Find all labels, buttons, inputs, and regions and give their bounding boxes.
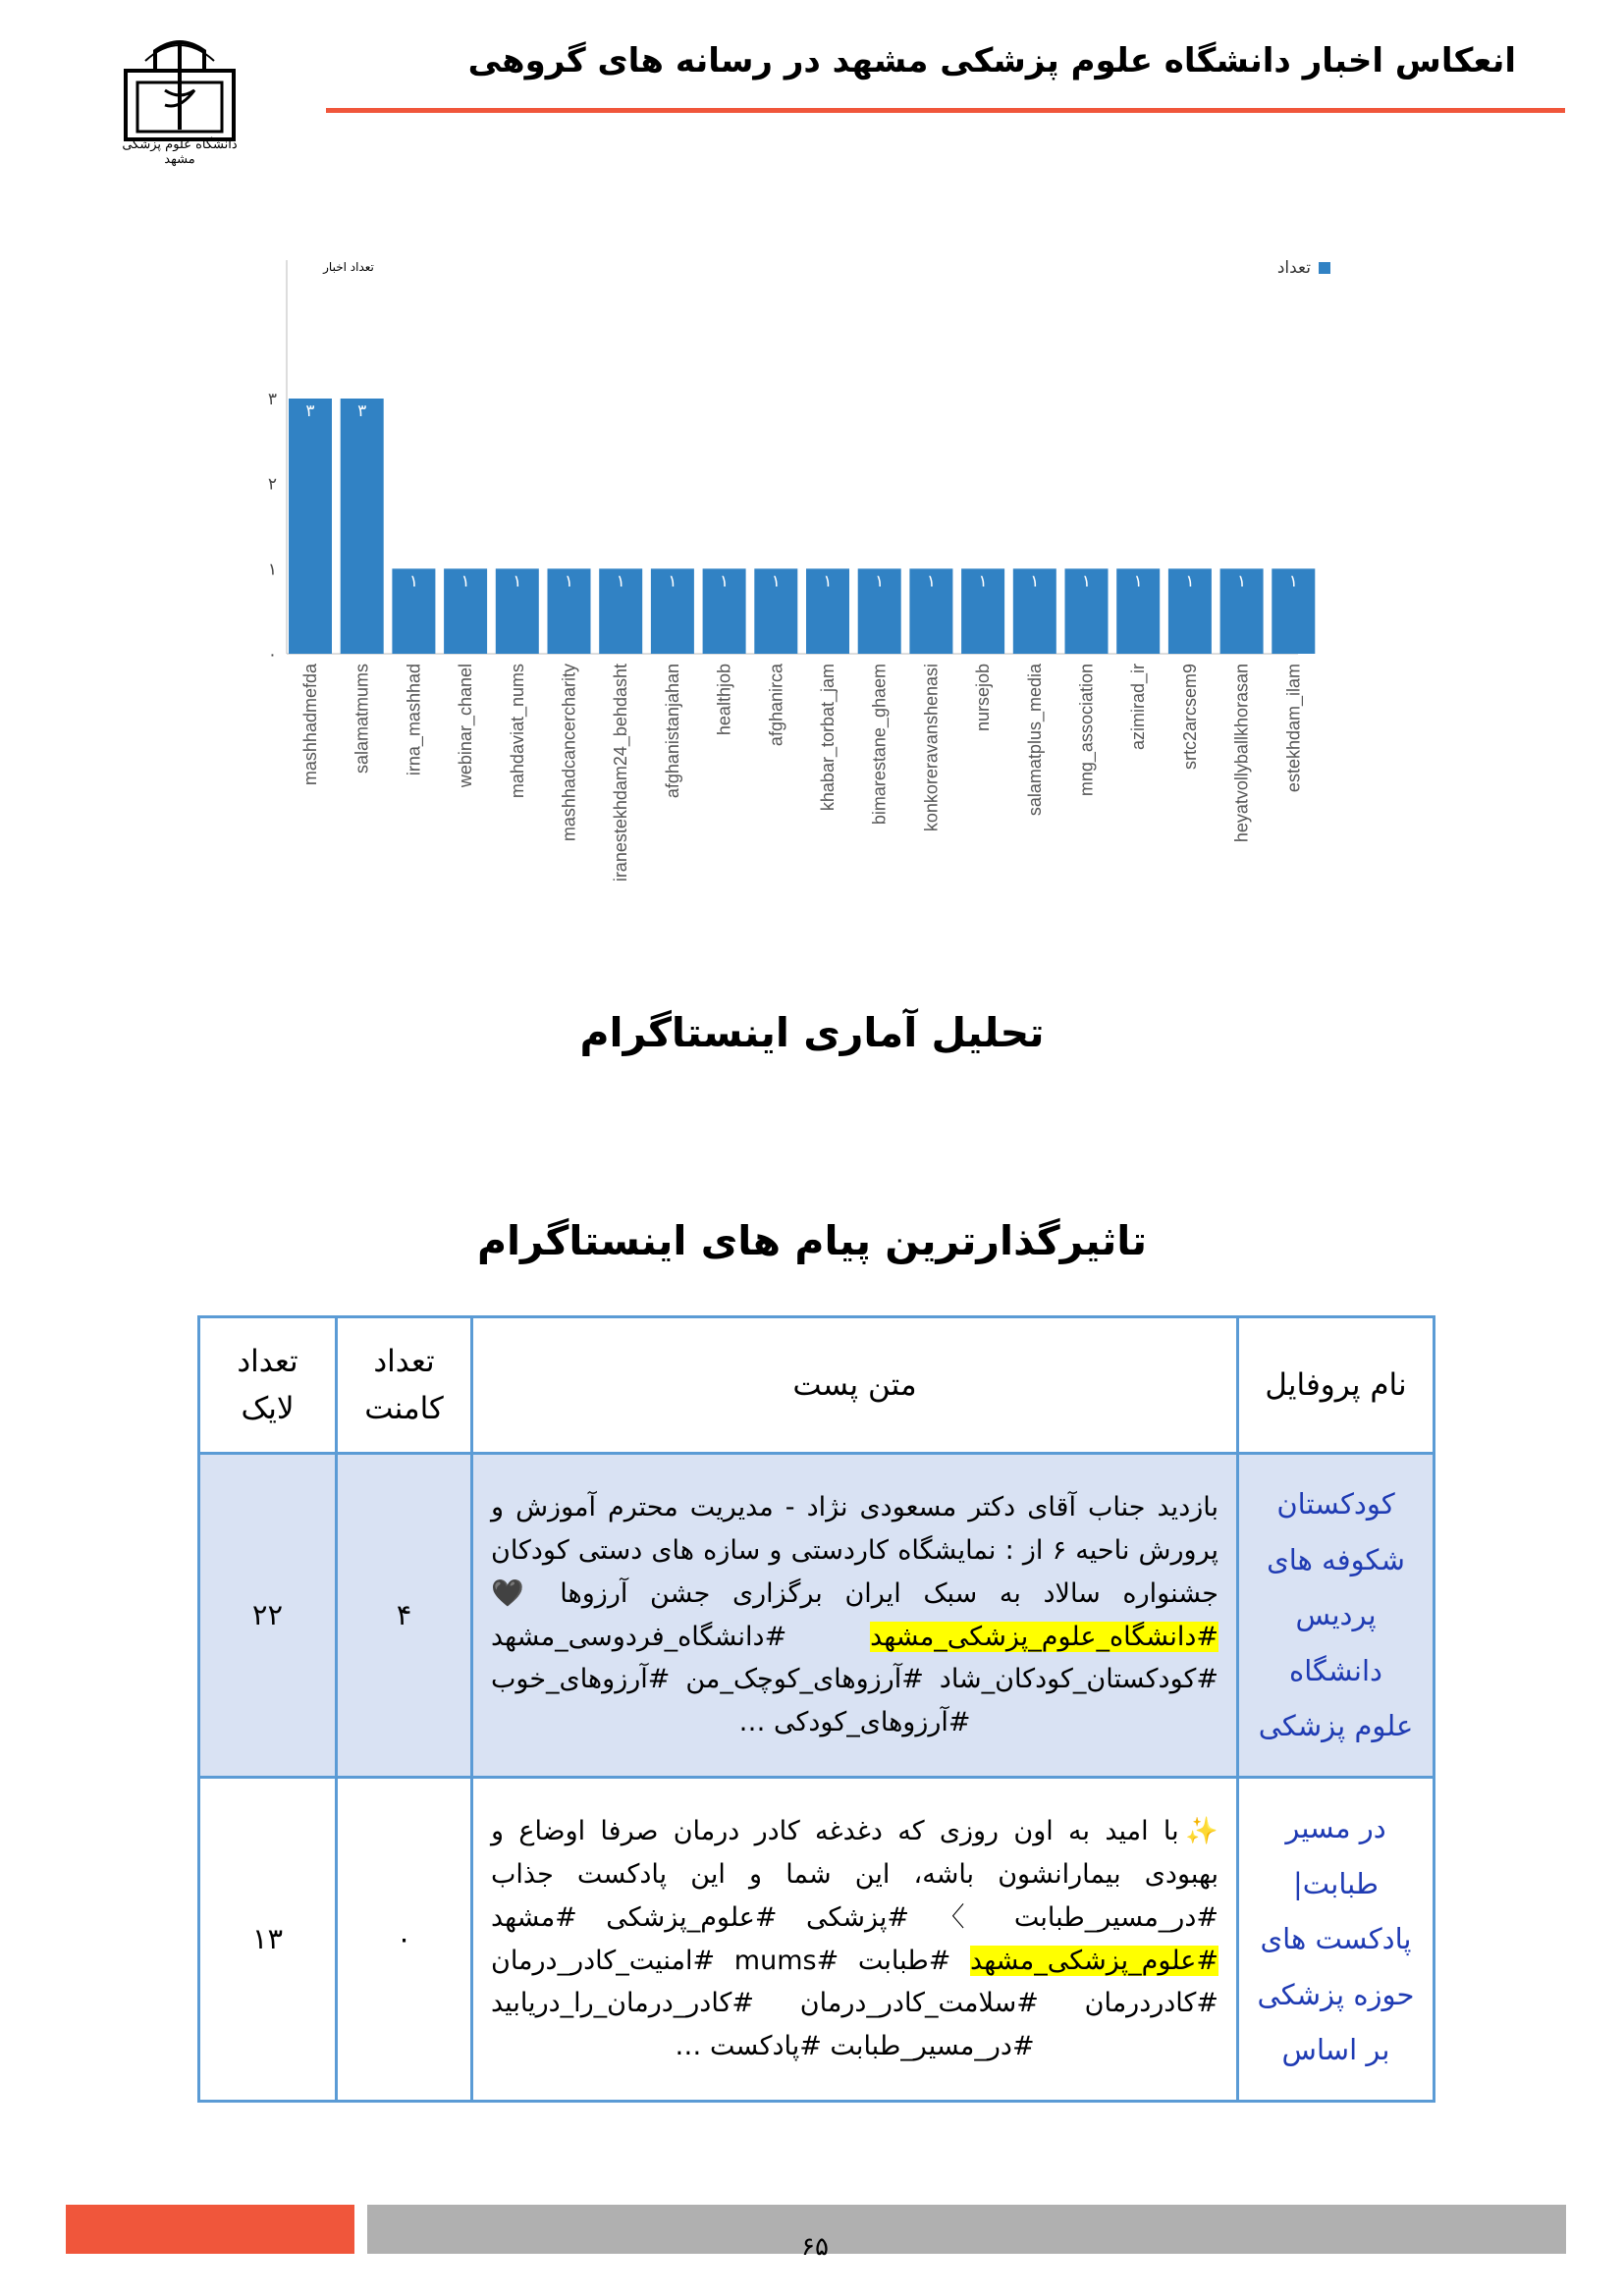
x-tick-label: mng_association	[1076, 664, 1097, 797]
highlighted-hashtag: #دانشگاه_علوم_پزشکی_مشهد	[870, 1621, 1218, 1652]
profile-name: در مسیر طبابت| پادکست های حوزه پزشکی بر اساس	[1238, 1778, 1435, 2102]
chart-labels	[300, 663, 1304, 881]
document-header-title: انعکاس اخبار دانشگاه علوم پزشکی مشهد در رسانه های گروهی	[467, 41, 1516, 80]
bar	[341, 399, 384, 654]
table-header-row	[199, 1317, 1435, 1454]
x-tick-label: khabar_torbat_jam	[818, 664, 838, 812]
x-tick-label: salamatmums	[352, 664, 372, 774]
bar-value-label: ۱	[460, 571, 470, 592]
x-tick-label: afghanirca	[766, 664, 786, 747]
x-tick-label: nursejob	[973, 664, 994, 732]
header-likes: تعداد لایک	[199, 1317, 337, 1454]
post-text: بازدید جناب آقای دکتر مسعودی نژاد - مدیریت محترم آموزش و پرورش ناحیه ۶ از : نمایشگاه کاردستی و سازه های دستی کودکان جشنواره سالاد به سبک ایران برگزاری جشن آرزوها 🖤#دانشگاه_علوم_پزشکی_مشهد #دانشگاه_فردوسی_مشهد #کودکستان_کودکان_شاد #آرزوهای_کوچک_من #آرزوهای_خوب #آرزوهای_کودکی …	[472, 1454, 1238, 1778]
y-axis-label: تعداد اخبار	[323, 260, 374, 274]
bar-value-label: ۱	[1081, 571, 1092, 592]
bar-value-label: ۱	[771, 571, 781, 592]
profile-name: کودکستان شکوفه های پردیس دانشگاه علوم پزشکی	[1238, 1454, 1435, 1778]
header-divider	[326, 108, 1565, 113]
bar-value-label: ۱	[1288, 571, 1298, 592]
top-posts-section-title: تاثیرگذارترین پیام های اینستاگرام	[476, 1217, 1148, 1264]
bar-value-label: ۳	[305, 401, 315, 421]
y-tick-label: ۱	[267, 560, 277, 580]
x-tick-label: estekhdam_ilam	[1283, 664, 1304, 793]
header-profile: نام پروفایل	[1238, 1317, 1435, 1454]
x-tick-label: irna_mashhad	[404, 664, 424, 776]
bar	[289, 399, 332, 654]
bar-value-label: ۱	[720, 571, 730, 592]
bar-value-label: ۱	[1133, 571, 1143, 592]
header-post-text: متن پست	[472, 1317, 1238, 1454]
x-tick-label: salamatplus_media	[1024, 664, 1045, 817]
x-tick-label: afghanistanjahan	[662, 664, 682, 799]
x-tick-label: azimirad_ir	[1128, 664, 1149, 751]
x-tick-label: iranestekhdam24_behdasht	[611, 664, 631, 882]
logo-caption: دانشگاه علوم پزشکی مشهد	[122, 137, 238, 167]
y-tick-label: ۳	[267, 390, 277, 409]
highlighted-hashtag: #علوم_پزشکی_مشهد	[970, 1945, 1218, 1976]
y-tick-label: ۰	[267, 645, 277, 665]
bar-value-label: ۱	[978, 571, 988, 592]
x-tick-label: webinar_chanel	[456, 664, 476, 788]
bar-value-label: ۱	[668, 571, 677, 592]
header-comments: تعداد کامنت	[337, 1317, 472, 1454]
bar-value-label: ۱	[1185, 571, 1195, 592]
x-tick-label: heyatvollyballkhorasan	[1231, 664, 1252, 843]
bar-value-label: ۱	[823, 571, 833, 592]
bar-value-label: ۳	[357, 401, 367, 421]
bar-value-label: ۱	[1237, 571, 1247, 592]
bar-value-label: ۱	[875, 571, 885, 592]
table-row	[199, 1454, 1435, 1778]
bar-value-label: ۱	[926, 571, 936, 592]
x-tick-label: mahdaviat_nums	[507, 664, 527, 799]
x-tick-label: srtc2arcsem9	[1179, 664, 1200, 771]
comment-count: ۰	[337, 1778, 472, 2102]
legend-swatch	[1319, 262, 1330, 274]
statistics-section-title: تحلیل آماری اینستاگرام	[579, 1009, 1045, 1056]
like-count: ۱۳	[199, 1778, 337, 2102]
comment-count: ۴	[337, 1454, 472, 1778]
x-tick-label: healthjob	[714, 664, 734, 736]
table-row	[199, 1778, 1435, 2102]
footer-accent-bar	[66, 2205, 354, 2254]
bar-value-label: ۱	[616, 571, 625, 592]
page-number: ۶۵	[801, 2232, 829, 2262]
x-tick-label: bimarestane_ghaem	[869, 664, 890, 826]
bar-value-label: ۱	[408, 571, 418, 592]
bar-value-label: ۱	[513, 571, 522, 592]
y-tick-label: ۲	[267, 474, 277, 495]
news-count-bar-chart	[245, 236, 1355, 962]
chart-bars	[289, 399, 1315, 654]
legend-label: تعداد	[1276, 258, 1311, 278]
like-count: ۲۲	[199, 1454, 337, 1778]
bar-value-label: ۱	[1030, 571, 1040, 592]
post-text: ✨با امید به اون روزی که دغدغه کادر درمان صرفا اوضاع و بهبودی بیمارانشون باشه، این شما و این پادکست جذاب #در_مسیر_طبابت 〉 #پزشکی #علوم_پزشکی #مشهد #علوم_پزشکی_مشهد #طبابت #mums #امنیت_کادر_درمان #کادردرمان #سلامت_کادر_درمان #کادر_درمان_را_دریابید #در_مسیر_طبابت #پادکست …	[472, 1778, 1238, 2102]
x-tick-label: mashhadcancercharity	[559, 664, 579, 842]
x-tick-label: konkoreravanshenasi	[921, 664, 942, 832]
footer-bar	[367, 2205, 1566, 2254]
bar-value-label: ۱	[564, 571, 574, 592]
top-posts-table	[197, 1315, 1435, 2103]
x-tick-label: mashhadmefda	[300, 664, 320, 786]
